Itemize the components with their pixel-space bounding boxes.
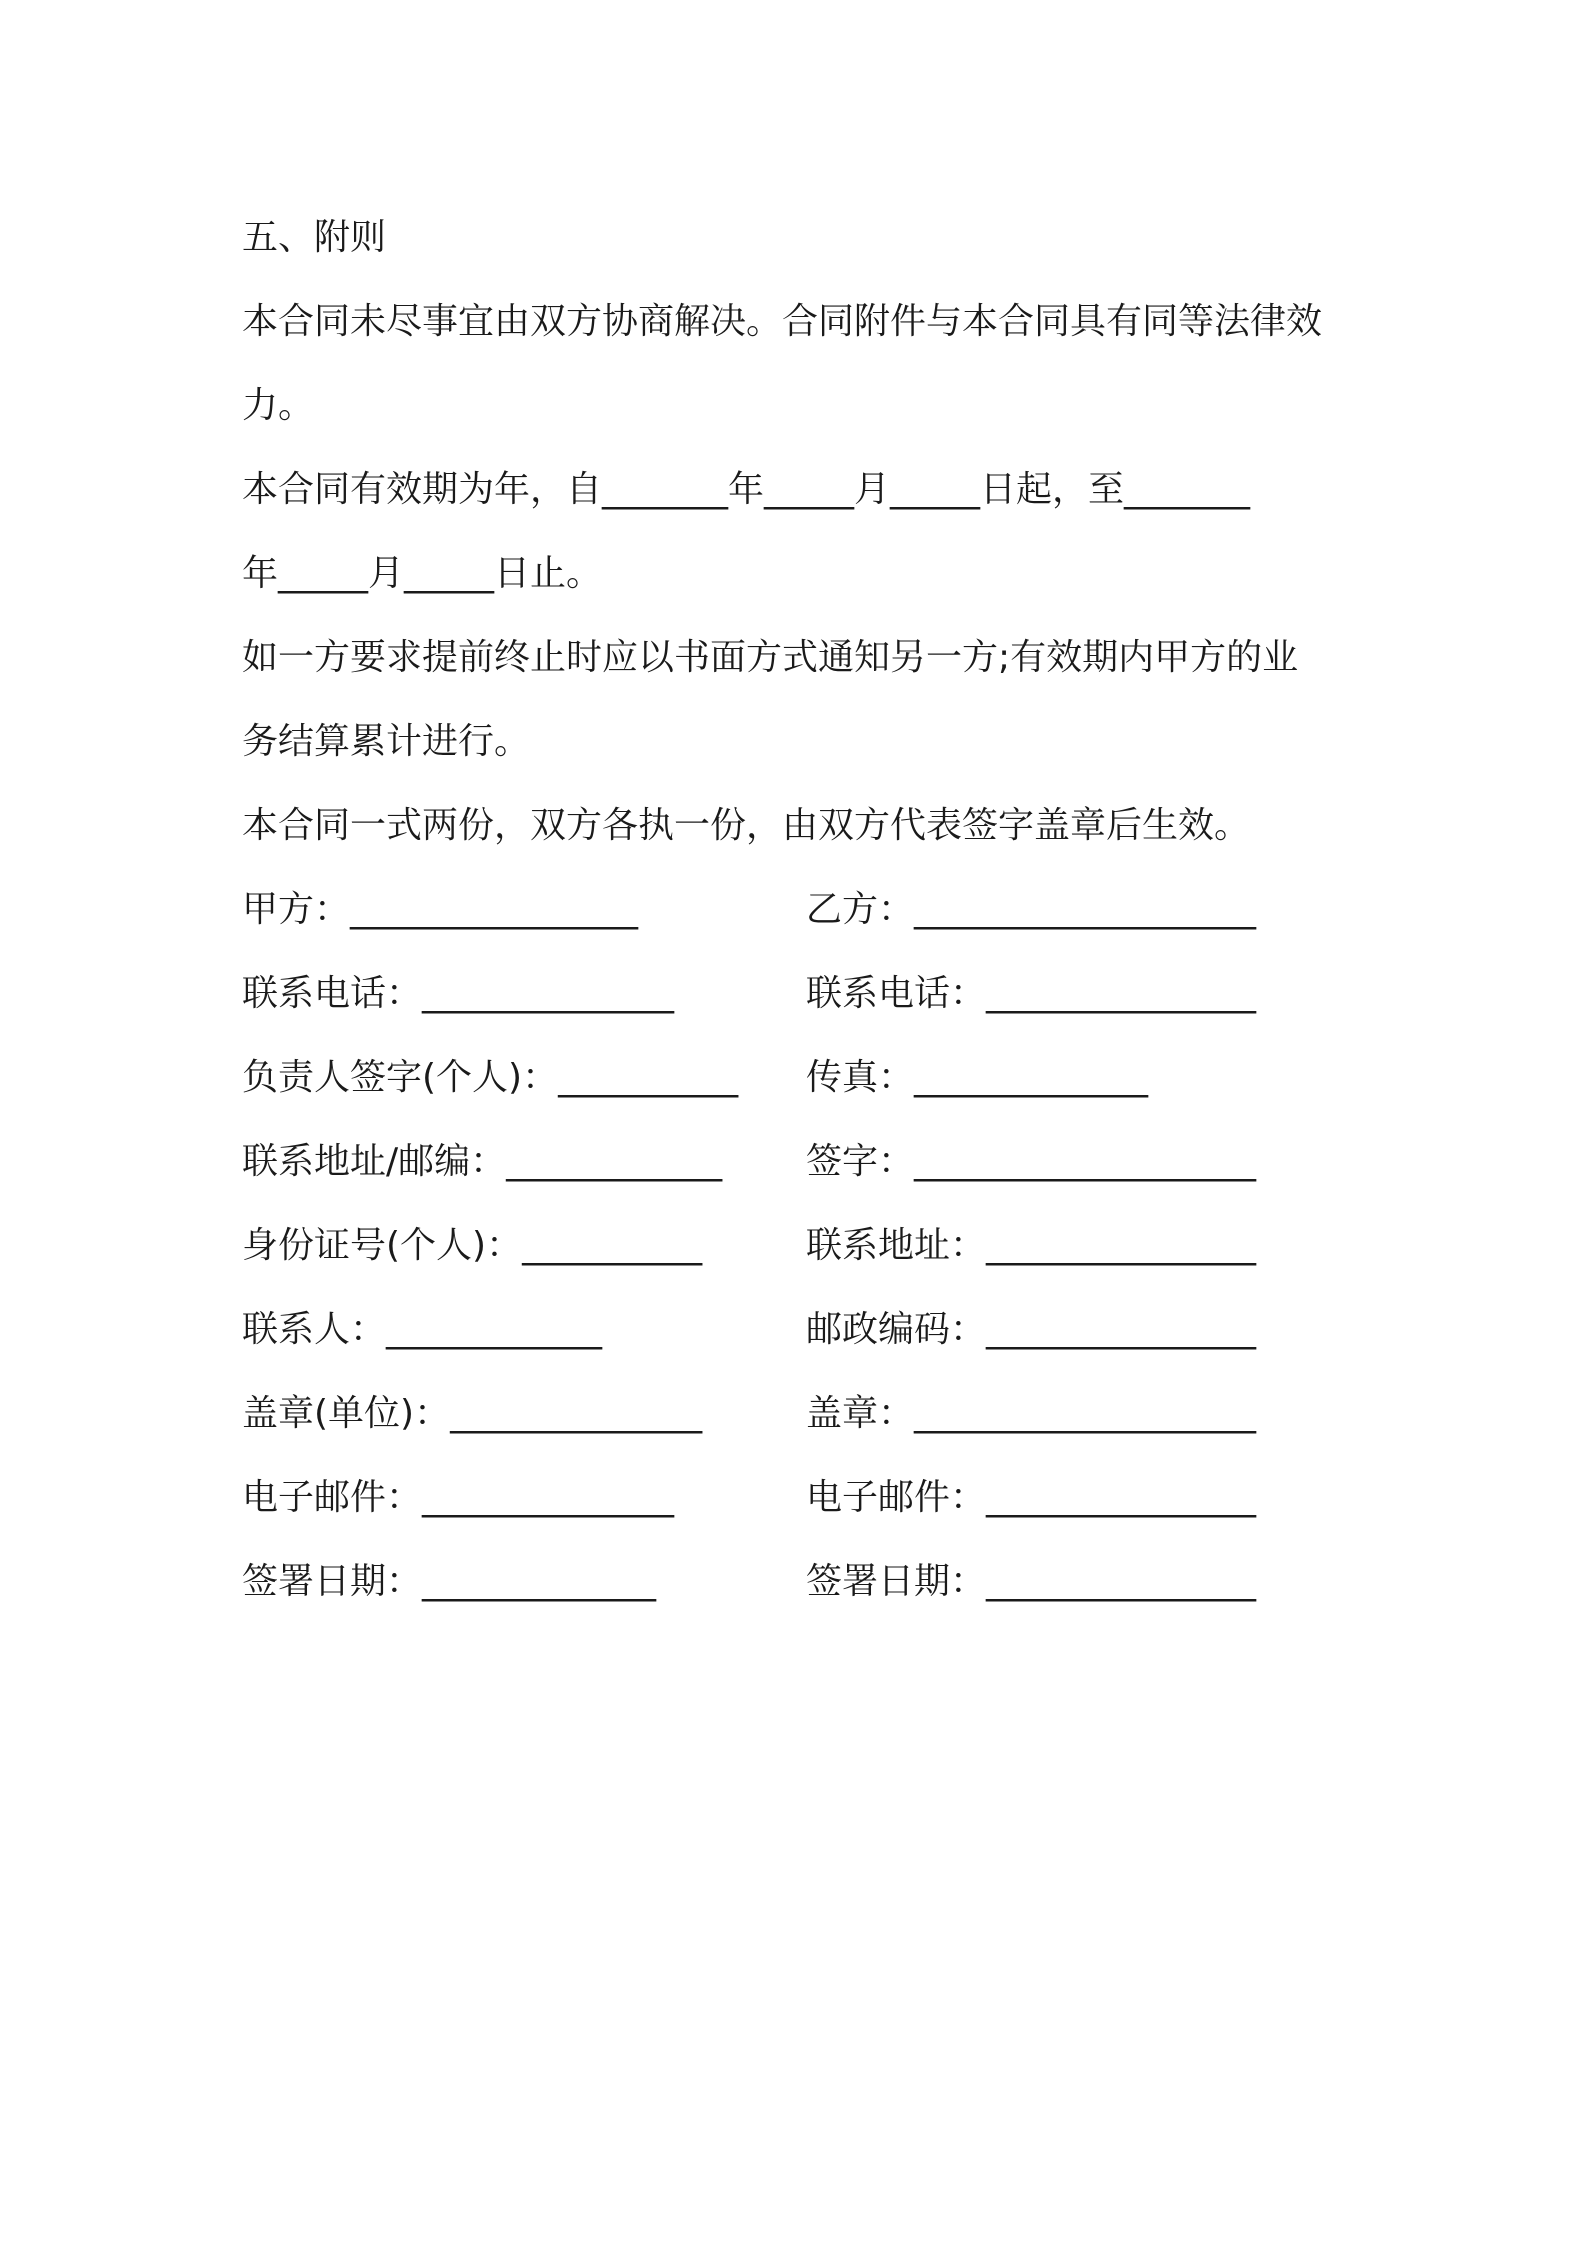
paragraph-line: 如一方要求提前终止时应以书面方式通知另一方;有效期内甲方的业 [242,637,1299,678]
signature-row [242,1036,1362,1120]
document-content [242,196,1362,1624]
party-b-signature-field: 签字：___________________ [806,1141,1257,1182]
party-b-email-field: 电子邮件：_______________ [806,1477,1257,1518]
signature-row [242,1120,1362,1204]
party-a-field: 甲方：________________ [242,889,639,930]
party-b-fax-field: 传真：_____________ [806,1057,1149,1098]
party-b-phone-field: 联系电话：_______________ [806,973,1257,1014]
party-a-sign-date-field: 签署日期：_____________ [242,1561,657,1602]
signature-row [242,952,1362,1036]
party-a-email-field: 电子邮件：______________ [242,1477,675,1518]
party-b-address-field: 联系地址：_______________ [806,1225,1257,1266]
party-b-seal-field: 盖章：___________________ [806,1393,1257,1434]
paragraph-line: 本合同未尽事宜由双方协商解决。合同附件与本合同具有同等法律效 [242,301,1323,342]
signature-row [242,1540,1362,1624]
party-b-field: 乙方：___________________ [806,889,1257,930]
signature-row [242,868,1362,952]
party-a-id-number-field: 身份证号(个人)：__________ [242,1225,703,1266]
party-a-contact-person-field: 联系人：____________ [242,1309,603,1350]
section-heading: 五、附则 [242,217,387,258]
signature-block [242,868,1362,1624]
signature-row [242,1288,1362,1372]
paragraph-line: 年_____月_____日止。 [242,553,603,594]
party-a-responsible-signature-field: 负责人签字(个人)：__________ [242,1057,739,1098]
signature-row [242,1204,1362,1288]
signature-row [242,1456,1362,1540]
party-a-seal-field: 盖章(单位)：______________ [242,1393,703,1434]
paragraph-line: 务结算累计进行。 [242,721,531,762]
paragraph-line: 力。 [242,385,315,426]
party-a-phone-field: 联系电话：______________ [242,973,675,1014]
signature-row [242,1372,1362,1456]
party-a-address-postcode-field: 联系地址/邮编：____________ [242,1141,723,1182]
paragraph-line: 本合同有效期为年，自_______年_____月_____日起，至_______ [242,469,1251,510]
party-b-postcode-field: 邮政编码：_______________ [806,1309,1257,1350]
party-b-sign-date-field: 签署日期：_______________ [806,1561,1257,1602]
paragraph-line: 本合同一式两份，双方各执一份，由双方代表签字盖章后生效。 [242,805,1251,846]
